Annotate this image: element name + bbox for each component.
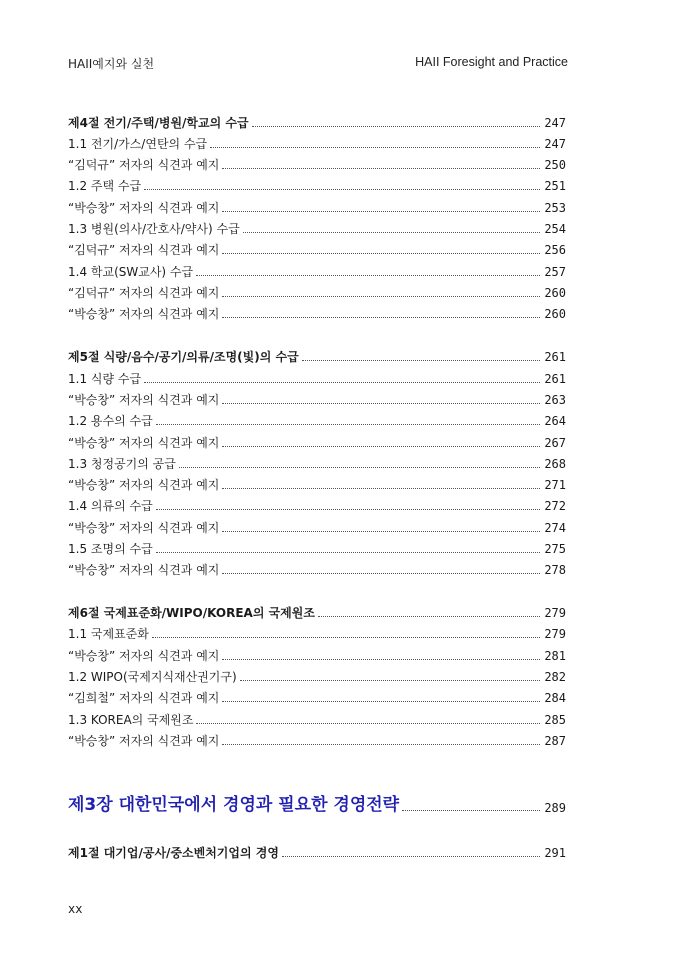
dot-leader xyxy=(156,509,541,510)
toc-entry-title: 1.2 용수의 수급 xyxy=(68,414,153,428)
dot-leader xyxy=(222,659,540,660)
toc-entry-page: 271 xyxy=(544,478,566,492)
toc-section-entry xyxy=(68,344,566,364)
dot-leader xyxy=(152,637,540,638)
toc-entry xyxy=(68,408,566,428)
toc-entry xyxy=(68,493,566,513)
toc-entry-title: “김희철” 저자의 식견과 예지 xyxy=(68,691,220,705)
toc-entry-title: 제5절 식량/음수/공기/의류/조명(빛)의 수급 xyxy=(68,350,299,364)
toc-entry-title: 제6절 국제표준화/WIPO/KOREA의 국제원조 xyxy=(68,606,315,620)
toc-entry-page: 256 xyxy=(544,243,566,257)
dot-leader xyxy=(222,168,540,169)
toc-entry xyxy=(68,131,566,151)
toc-section-entry xyxy=(68,600,566,620)
dot-leader xyxy=(302,360,541,361)
toc-entry-title: 1.1 전기/가스/연탄의 수급 xyxy=(68,137,208,151)
toc-entry-title: “박승창” 저자의 식견과 예지 xyxy=(68,393,220,407)
header-right-title: HAII Foresight and Practice xyxy=(415,55,568,69)
dot-leader xyxy=(179,467,540,468)
toc-entry-page: 261 xyxy=(544,350,566,364)
toc-entry-page: 247 xyxy=(544,137,566,151)
dot-leader xyxy=(156,424,541,425)
dot-leader xyxy=(222,253,540,254)
toc-entry xyxy=(68,280,566,300)
toc-entry-page: 263 xyxy=(544,393,566,407)
toc-entry xyxy=(68,216,566,236)
page-number: xx xyxy=(68,902,83,916)
toc-entry-title: “김덕규” 저자의 식견과 예지 xyxy=(68,158,220,172)
toc-entry xyxy=(68,237,566,257)
toc-entry-title: “박승창” 저자의 식견과 예지 xyxy=(68,201,220,215)
toc-entry xyxy=(68,451,566,471)
toc-entry-page: 253 xyxy=(544,201,566,215)
toc-entry xyxy=(68,152,566,172)
dot-leader xyxy=(196,275,540,276)
dot-leader xyxy=(282,856,540,857)
toc-section-entry xyxy=(68,840,566,860)
dot-leader xyxy=(196,723,540,724)
toc-entry-page: 247 xyxy=(544,116,566,130)
toc-section-entry xyxy=(68,110,566,130)
toc-entry xyxy=(68,472,566,492)
toc-entry xyxy=(68,173,566,193)
toc-entry-title: “박승창” 저자의 식견과 예지 xyxy=(68,649,220,663)
toc-entry-title: “박승창” 저자의 식견과 예지 xyxy=(68,734,220,748)
toc-entry-title: 1.3 청정공기의 공급 xyxy=(68,457,176,471)
toc-entry-title: “김덕규” 저자의 식견과 예지 xyxy=(68,286,220,300)
toc-entry-title: “박승창” 저자의 식견과 예지 xyxy=(68,521,220,535)
dot-leader xyxy=(156,552,541,553)
dot-leader xyxy=(144,189,540,190)
toc-entry-page: 279 xyxy=(544,627,566,641)
dot-leader xyxy=(222,744,540,745)
toc-entry-page: 261 xyxy=(544,372,566,386)
toc-entry-page: 285 xyxy=(544,713,566,727)
dot-leader xyxy=(402,810,540,811)
toc-entry xyxy=(68,621,566,641)
toc-entry xyxy=(68,728,566,748)
toc-entry-page: 287 xyxy=(544,734,566,748)
toc-entry-page: 260 xyxy=(544,307,566,321)
dot-leader xyxy=(318,616,540,617)
dot-leader xyxy=(240,680,541,681)
dot-leader xyxy=(222,403,540,404)
toc-entry-title: 1.4 의류의 수급 xyxy=(68,499,153,513)
toc-entry-page: 268 xyxy=(544,457,566,471)
toc-entry xyxy=(68,515,566,535)
toc-entry-title: “박승창” 저자의 식견과 예지 xyxy=(68,563,220,577)
dot-leader xyxy=(222,446,540,447)
toc-entry-page: 279 xyxy=(544,606,566,620)
toc-entry xyxy=(68,557,566,577)
toc-entry-title: 1.1 국제표준화 xyxy=(68,627,149,641)
toc-entry-title: 1.2 주택 수급 xyxy=(68,179,142,193)
toc-entry-title: 1.4 학교(SW교사) 수급 xyxy=(68,265,194,279)
toc-entry xyxy=(68,195,566,215)
toc-entry xyxy=(68,643,566,663)
toc-entry-title: 제4절 전기/주택/병원/학교의 수급 xyxy=(68,116,249,130)
toc-entry xyxy=(68,259,566,279)
toc-entry-title: 1.3 병원(의사/간호사/약사) 수급 xyxy=(68,222,240,236)
toc-entry-title: “김덕규” 저자의 식견과 예지 xyxy=(68,243,220,257)
toc-entry xyxy=(68,387,566,407)
toc-entry-page: 254 xyxy=(544,222,566,236)
header-left-title: HAII예지와 실천 xyxy=(68,57,155,71)
toc-entry-page: 264 xyxy=(544,414,566,428)
toc-entry-title: 1.1 식량 수급 xyxy=(68,372,142,386)
dot-leader xyxy=(222,211,540,212)
toc-entry-page: 251 xyxy=(544,179,566,193)
toc-entry-title: 1.5 조명의 수급 xyxy=(68,542,153,556)
dot-leader xyxy=(222,531,540,532)
dot-leader xyxy=(222,296,540,297)
toc-entry-title: “박승창” 저자의 식견과 예지 xyxy=(68,307,220,321)
toc-entry-page: 272 xyxy=(544,499,566,513)
toc-entry-page: 260 xyxy=(544,286,566,300)
dot-leader xyxy=(144,382,540,383)
toc-entry xyxy=(68,366,566,386)
toc-entry-page: 291 xyxy=(544,846,566,860)
toc-entry xyxy=(68,707,566,727)
toc-chapter-entry xyxy=(68,789,566,815)
toc-entry-page: 275 xyxy=(544,542,566,556)
toc-entry-page: 274 xyxy=(544,521,566,535)
toc-entry xyxy=(68,301,566,321)
dot-leader xyxy=(222,573,540,574)
toc-entry xyxy=(68,430,566,450)
dot-leader xyxy=(222,701,540,702)
toc-entry-title: 제3장 대한민국에서 경영과 필요한 경영전략 xyxy=(68,795,400,815)
toc-entry xyxy=(68,685,566,705)
toc-entry-title: 1.3 KOREA의 국제원조 xyxy=(68,713,194,727)
toc-entry-page: 250 xyxy=(544,158,566,172)
dot-leader xyxy=(222,317,540,318)
toc-entry-page: 284 xyxy=(544,691,566,705)
toc-entry xyxy=(68,664,566,684)
toc-entry-title: “박승창” 저자의 식견과 예지 xyxy=(68,436,220,450)
toc-entry-title: 1.2 WIPO(국제지식재산권기구) xyxy=(68,670,237,684)
dot-leader xyxy=(252,126,541,127)
dot-leader xyxy=(210,147,540,148)
toc-entry-page: 281 xyxy=(544,649,566,663)
toc-entry-title: 제1절 대기업/공사/중소벤처기업의 경영 xyxy=(68,846,279,860)
dot-leader xyxy=(243,232,541,233)
toc-entry xyxy=(68,536,566,556)
toc-entry-page: 278 xyxy=(544,563,566,577)
toc-entry-title: “박승창” 저자의 식견과 예지 xyxy=(68,478,220,492)
toc-entry-page: 257 xyxy=(544,265,566,279)
toc-entry-page: 289 xyxy=(544,801,566,815)
running-header xyxy=(68,55,568,71)
toc-entry-page: 282 xyxy=(544,670,566,684)
toc-entry-page: 267 xyxy=(544,436,566,450)
dot-leader xyxy=(222,488,540,489)
